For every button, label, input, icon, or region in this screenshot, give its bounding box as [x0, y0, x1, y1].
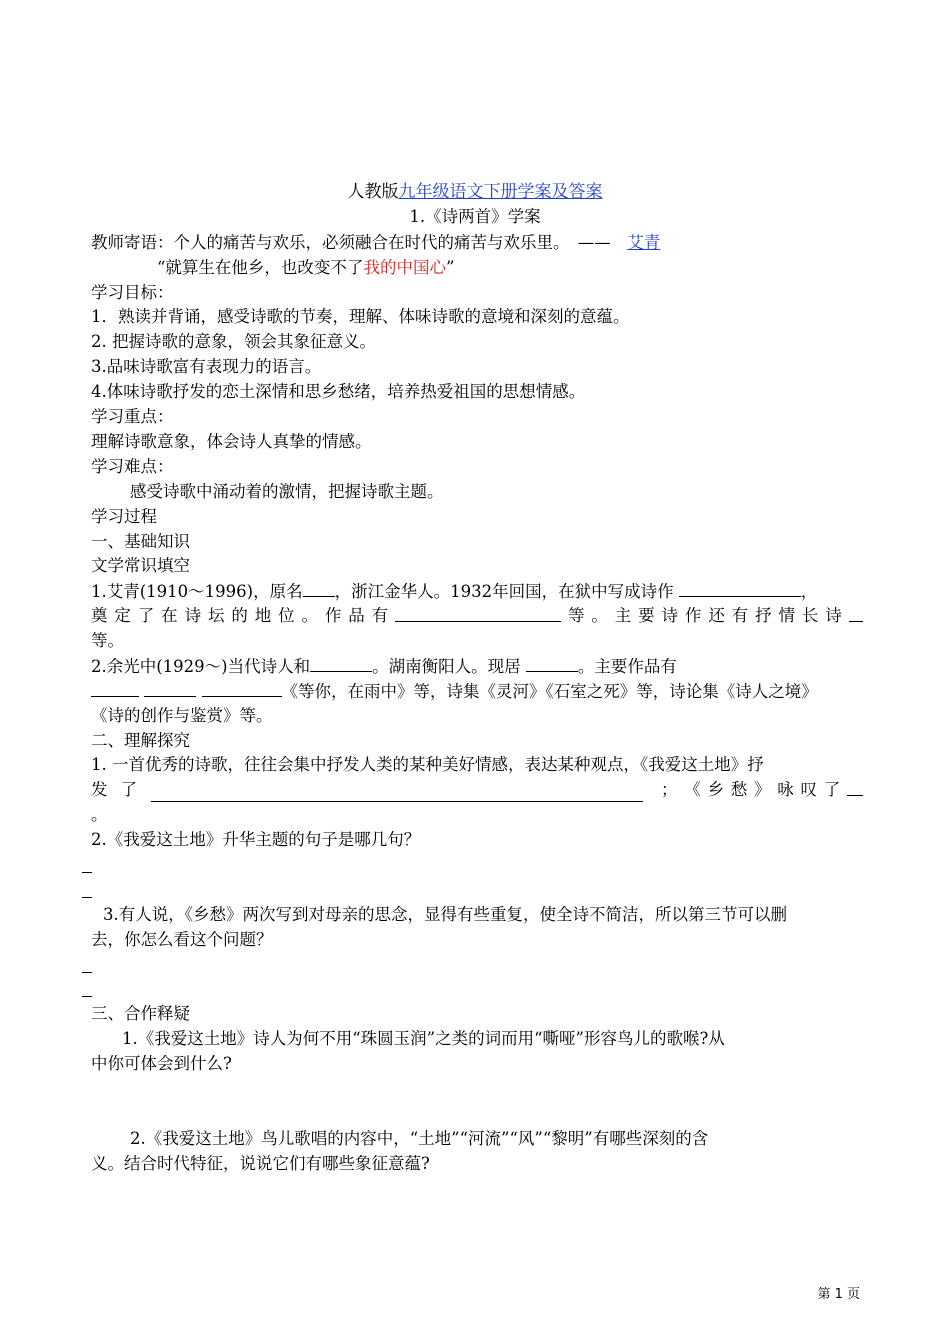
q1-char: 有	[371, 606, 389, 625]
question-2-line-2	[91, 679, 818, 704]
u1-tail	[661, 778, 863, 802]
quote-prefix: “就算生在他乡，也改变不了	[157, 258, 364, 277]
difficulties-heading: 学习难点：	[91, 457, 174, 476]
q1-char: 地	[254, 606, 272, 625]
answer-line[interactable]	[82, 972, 92, 973]
document-subtitle: 1.《诗两首》学案	[409, 207, 541, 226]
u1-char: 叹	[800, 780, 817, 799]
quote-suffix: ”	[445, 258, 455, 277]
answer-line[interactable]	[82, 872, 92, 873]
quote-highlight: 我的中国心	[363, 258, 446, 277]
blank-theme-nostalgia[interactable]	[847, 778, 863, 796]
blank-work-2[interactable]	[144, 679, 196, 697]
u1-char: 了	[120, 780, 137, 799]
q1-char: 主	[614, 606, 632, 625]
question-2-line-1	[91, 654, 677, 679]
goal-item: 4.体味诗歌抒发的恋土深情和思乡愁绪，培养热爱祖国的思想情感。	[91, 382, 586, 401]
blank-original-name[interactable]	[303, 579, 335, 597]
q1-char: 的	[231, 606, 248, 625]
blank-work-1[interactable]	[91, 679, 139, 697]
u1-char: ；	[661, 780, 678, 799]
q2-text-b: 。湖南衡阳人。现居	[372, 657, 521, 676]
title-prefix: 人教版	[347, 182, 399, 202]
teacher-note	[91, 231, 660, 255]
q1-char: 。	[591, 606, 608, 625]
answer-line[interactable]	[82, 996, 92, 997]
q1-char: 奠	[91, 606, 108, 625]
understand-q1-line-2	[91, 778, 863, 802]
key-points-heading: 学习重点：	[91, 407, 174, 426]
q1-char: 。	[301, 606, 319, 625]
blank-theme-love-land[interactable]	[151, 784, 643, 802]
u1-char: 发	[91, 780, 108, 799]
question-1-line-2	[91, 604, 863, 628]
q1-char: 了	[137, 606, 155, 625]
q1-char: 品	[348, 606, 365, 625]
section-cooperation: 三、合作释疑	[91, 1004, 190, 1023]
q1-text-b: ，浙江金华人。1932年回国，在狱中写成诗作	[334, 582, 674, 601]
blank-work-3[interactable]	[202, 679, 282, 697]
coop-q2-line-1: 2.《我爱这土地》鸟儿歌唱的内容中，“土地”“河流”“风”“黎明”有哪些深刻的含	[130, 1129, 709, 1148]
understand-q2: 2.《我爱这土地》升华主题的句子是哪几句？	[91, 830, 421, 849]
u1-char: 咏	[777, 780, 794, 799]
u1-char: 乡	[707, 780, 724, 799]
quote-line	[157, 256, 454, 280]
q1-char: 等	[567, 606, 585, 625]
q1-text-c: ，	[800, 582, 818, 601]
coop-q2-line-2: 义。结合时代特征，说说它们有哪些象征意蕴?	[91, 1154, 430, 1173]
answer-line[interactable]	[82, 897, 92, 898]
goal-item: 3.品味诗歌富有表现力的语言。	[91, 357, 322, 376]
u1-char: 《	[684, 780, 701, 799]
q1-char: 有	[731, 606, 749, 625]
coop-q1-line-1: 1.《我爱这土地》诗人为何不用“珠圆玉润”之类的词而用“嘶哑”形容鸟儿的歌喉?从	[122, 1029, 725, 1048]
question-1-line-1	[91, 579, 817, 604]
fill-heading: 文学常识填空	[91, 556, 190, 575]
q1-char: 坛	[207, 606, 225, 625]
q2-text-c: 。主要作品有	[577, 657, 677, 676]
q1-char: 位	[278, 606, 295, 625]
q1-char: 抒	[755, 606, 772, 625]
section-basic-knowledge: 一、基础知识	[91, 532, 190, 551]
q1-char: 要	[638, 606, 655, 625]
q1-char: 还	[708, 606, 725, 625]
question-2-line-3: 《诗的创作与鉴赏》等。	[91, 706, 273, 725]
page-number: 第 1 页	[817, 1287, 860, 1302]
blank-works[interactable]	[395, 604, 561, 622]
q2-works-text: 《等你，在雨中》等，诗集《灵河》《石室之死》等，诗论集《诗人之境》	[281, 682, 818, 701]
q1-char: 情	[778, 606, 795, 625]
goal-item: 1．熟读并背诵，感受诗歌的节奏，理解、体味诗歌的意境和深刻的意蕴。	[91, 307, 630, 326]
understand-q1-line-1: 1. 一首优秀的诗歌，往往会集中抒发人类的某种美好情感，表达某种观点，《我爱这土地》抒	[91, 755, 764, 774]
blank-long-poem[interactable]	[849, 604, 863, 622]
goal-item: 2. 把握诗歌的意象，领会其象征意义。	[91, 332, 376, 351]
goals-heading: 学习目标：	[91, 283, 174, 302]
q2-text-a: 2.余光中(1929～)当代诗人和	[91, 657, 311, 676]
q1-char: 定	[114, 606, 131, 625]
blank-residence[interactable]	[526, 654, 578, 672]
q1-char: 作	[684, 606, 702, 625]
difficulties-text: 感受诗歌中涌动着的激情，把握诗歌主题。	[130, 482, 444, 501]
document-title	[0, 180, 950, 204]
u1-char: 了	[823, 780, 841, 799]
q1-text-a: 1.艾青(1910～1996)，原名	[91, 582, 303, 601]
q1-char: 诗	[825, 606, 842, 625]
blank-identity[interactable]	[310, 654, 372, 672]
blank-poem-title[interactable]	[679, 579, 801, 597]
teacher-note-text: 教师寄语：个人的痛苦与欢乐，必须融合在时代的痛苦与欢乐里。 ——	[91, 233, 628, 252]
process-heading: 学习过程	[91, 507, 157, 526]
section-understanding: 二、理解探究	[91, 731, 190, 750]
q1-char: 诗	[661, 606, 679, 625]
u1-char: 愁	[730, 780, 748, 799]
q1-char: 长	[801, 606, 819, 625]
understand-q1-line-3: 。	[91, 805, 108, 824]
u1-char: 》	[754, 780, 771, 799]
title-link[interactable]: 九年级语文下册学案及答案	[398, 182, 603, 202]
coop-q1-line-2: 中你可体会到什么?	[91, 1054, 232, 1073]
question-1-line-3: 等。	[91, 631, 124, 650]
q1-char: 诗	[184, 606, 202, 625]
q1-char: 作	[324, 606, 342, 625]
key-points-text: 理解诗歌意象，体会诗人真挚的情感。	[91, 432, 372, 451]
author-link[interactable]: 艾青	[627, 233, 661, 252]
understand-q3-line-2: 去，你怎么看这个问题？	[91, 930, 273, 949]
understand-q3-line-1: 3.有人说，《乡愁》两次写到对母亲的思念，显得有些重复，使全诗不简洁，所以第三节可以删	[103, 905, 787, 924]
q1-char: 在	[161, 606, 178, 625]
